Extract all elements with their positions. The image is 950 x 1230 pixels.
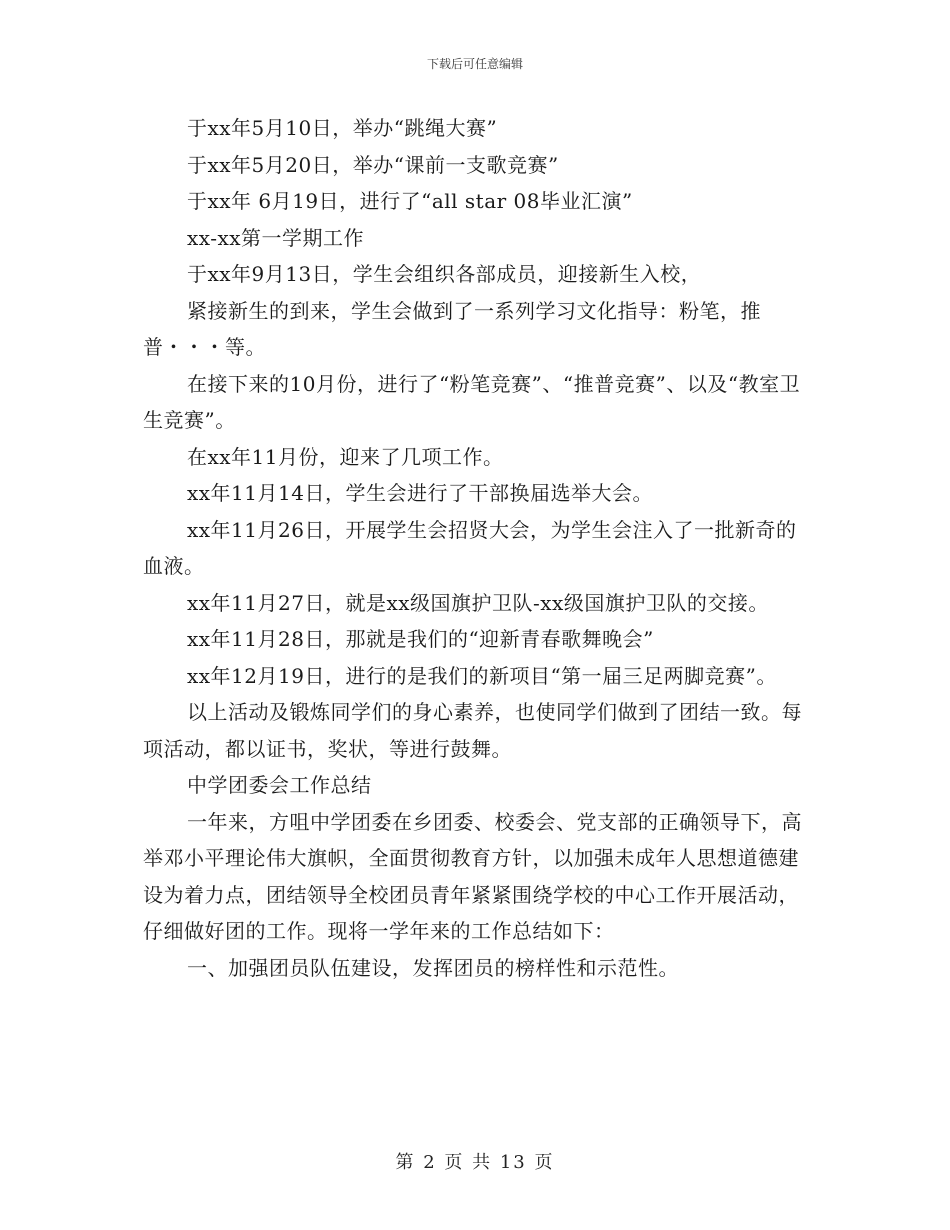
paragraph: xx年11月14日，学生会进行了干部换届选举大会。 — [187, 481, 653, 505]
paragraph: 于xx年 6月19日，进行了“all star 08毕业汇演” — [187, 189, 633, 213]
paragraph: xx年11月27日，就是xx级国旗护卫队-xx级国旗护卫队的交接。 — [187, 590, 769, 615]
paragraph: xx年11月26日，开展学生会招贤大会，为学生会注入了一批新奇的血液。 — [143, 517, 797, 578]
section-heading: xx-xx第一学期工作 — [187, 225, 365, 250]
page-footer: 第 2 页 共 13 页 — [395, 1152, 555, 1173]
page-header: 下载后可任意编辑 — [426, 57, 523, 71]
paragraph: 以上活动及锻炼同学们的身心素养，也使同学们做到了团结一致。每项活动，都以证书，奖状，等进行鼓舞。 — [143, 700, 802, 761]
paragraph: 一年来，方咀中学团委在乡团委、校委会、党支部的正确领导下，高举邓小平理论伟大旗帜，全面贯彻教育方针，以加强未成年人思想道德建设为着力点，团结领导全校团员青年紧紧围绕学校的中心工作开展活动，仔细做好团的工作。现将一学年来的工作总结如下： — [143, 809, 802, 943]
paragraph: xx年12月19日，进行的是我们的新项目“第一届三足两脚竞赛”。 — [187, 663, 777, 688]
paragraph: 一、加强团员队伍建设，发挥团员的榜样性和示范性。 — [187, 955, 679, 980]
document-body — [143, 110, 813, 986]
paragraph: 紧接新生的到来，学生会做到了一系列学习文化指导：粉笔，推普・・・等。 — [143, 298, 761, 359]
section-heading: 中学团委会工作总结 — [187, 773, 372, 797]
paragraph: 于xx年5月10日，举办“跳绳大赛” — [187, 116, 498, 140]
paragraph: 于xx年9月13日，学生会组织各部成员，迎接新生入校， — [187, 262, 702, 286]
paragraph: xx年11月28日，那就是我们的“迎新青春歌舞晚会” — [187, 627, 654, 651]
paragraph: 在接下来的10月份，进行了“粉笔竞赛”、“推普竞赛”、以及“教室卫生竞赛”。 — [143, 371, 801, 432]
paragraph: 在xx年11月份，迎来了几项工作。 — [187, 444, 504, 469]
paragraph: 于xx年5月20日，举办“课前一支歌竞赛” — [187, 152, 559, 177]
